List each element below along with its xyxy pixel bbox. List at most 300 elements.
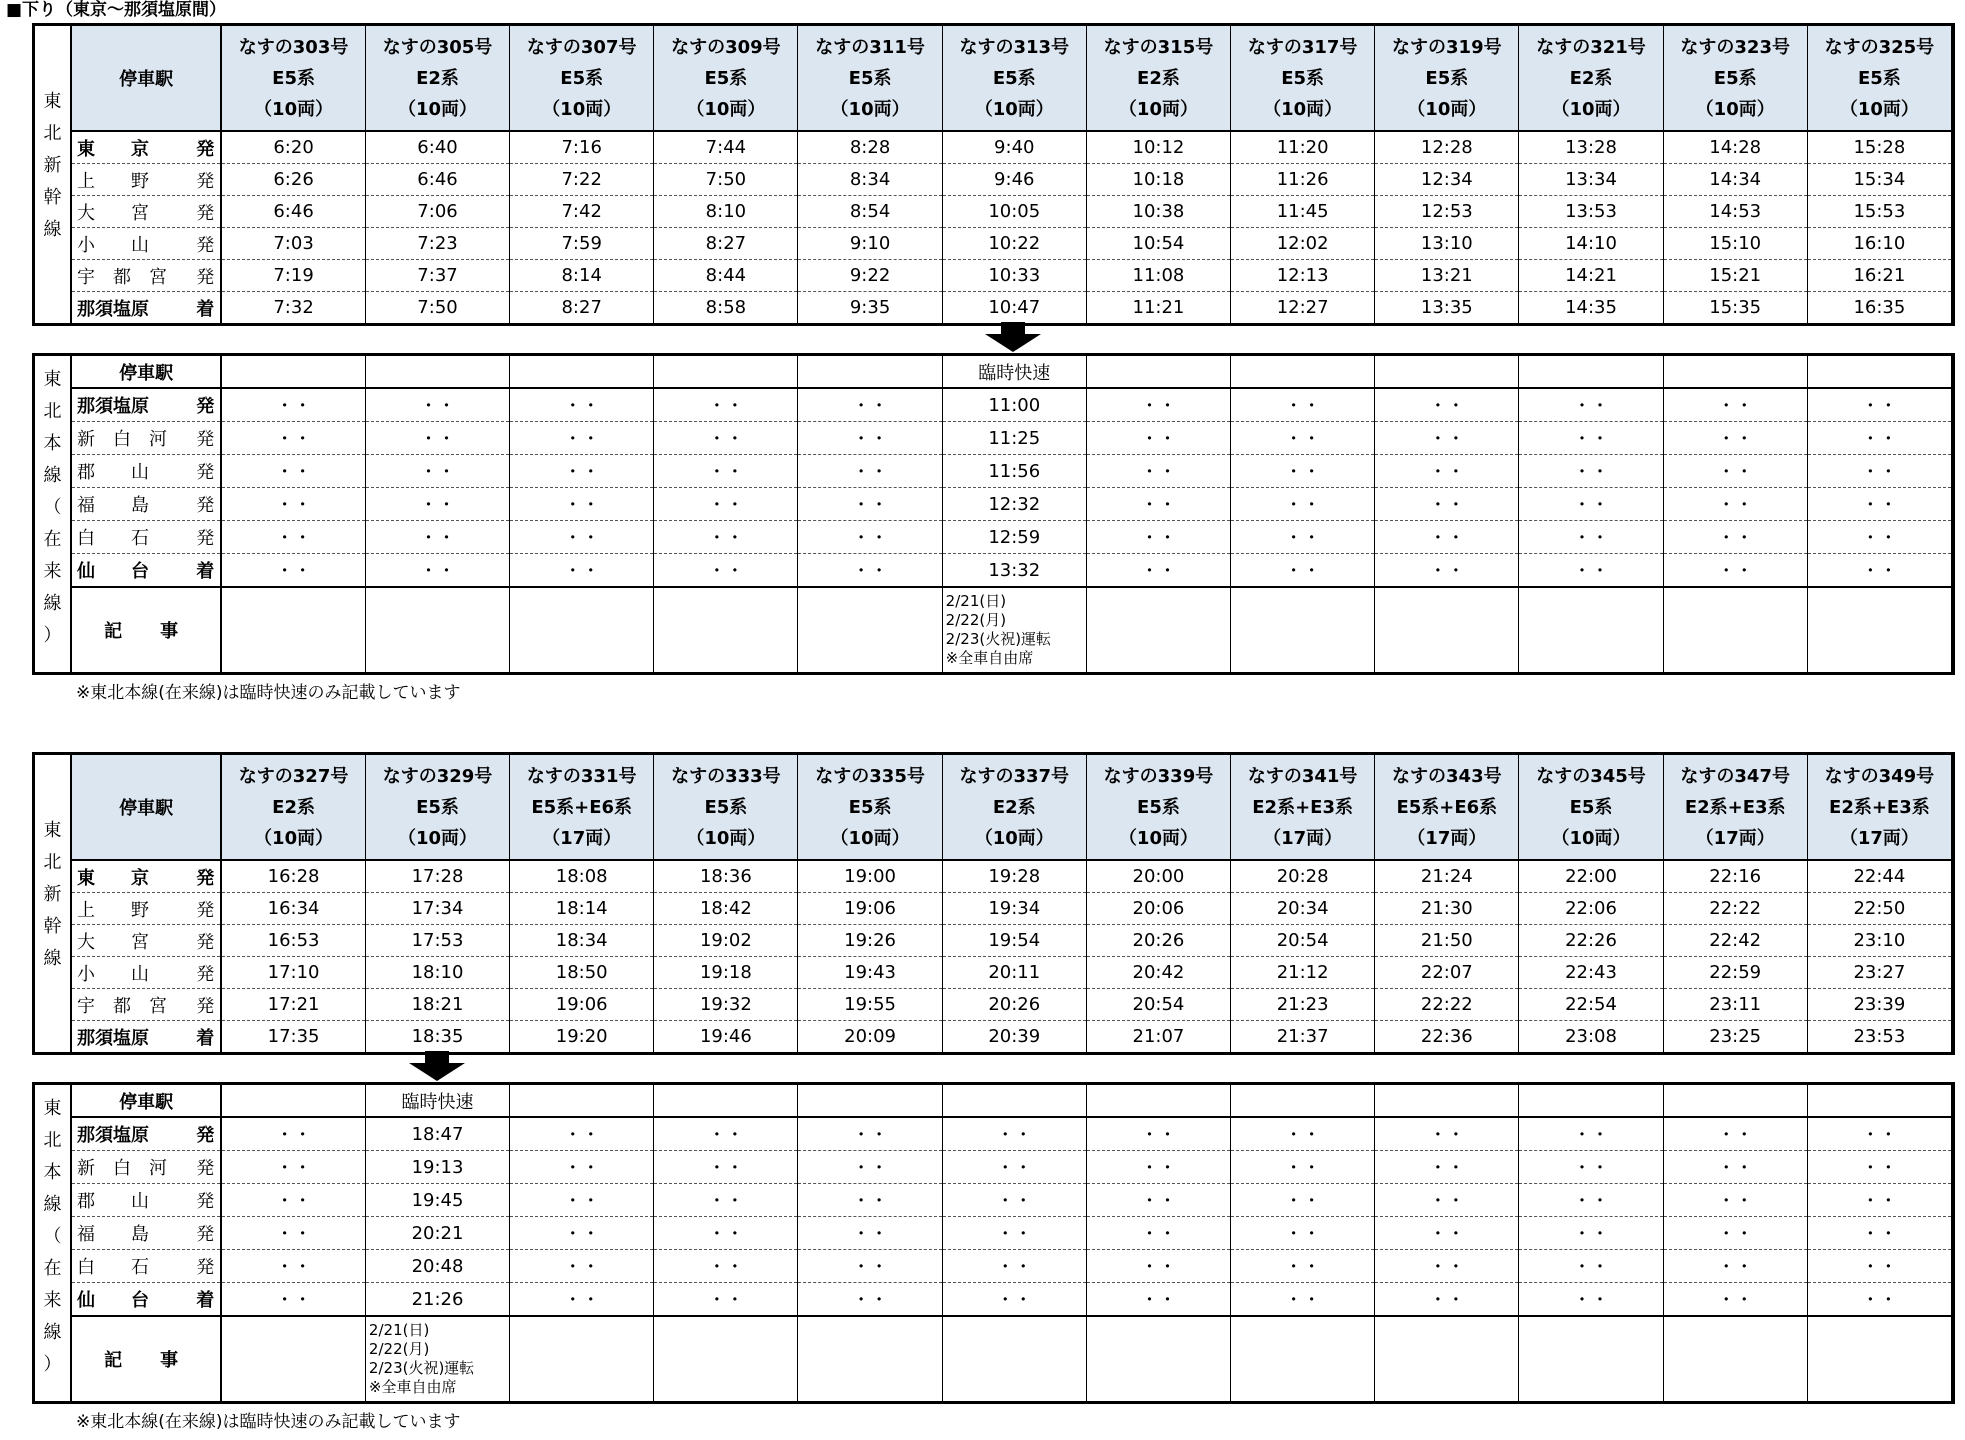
no-service-cell: ・・ <box>1375 455 1519 488</box>
time-cell: 14:35 <box>1519 292 1663 324</box>
no-service-cell: ・・ <box>1519 1217 1663 1250</box>
train-cars: （10両） <box>1407 98 1487 120</box>
train-name: なすの305号 <box>382 36 493 58</box>
time-cell: 21:37 <box>1231 1021 1375 1053</box>
station-name: 宇 都 宮 <box>77 995 168 1017</box>
station-cell <box>71 1250 221 1283</box>
train-cars: （10両） <box>1551 98 1631 120</box>
time-cell: 15:28 <box>1807 131 1951 164</box>
no-service-cell: ・・ <box>1519 1117 1663 1151</box>
time-cell: 10:38 <box>1086 196 1230 228</box>
kiji-row <box>35 587 1952 672</box>
empty-header-cell <box>1663 1085 1807 1117</box>
no-service-cell: ・・ <box>1086 1117 1230 1151</box>
train-type: E5系 <box>560 67 604 89</box>
train-type: E5系 <box>1569 796 1613 818</box>
time-cell: 17:35 <box>221 1021 365 1053</box>
time-cell: 20:09 <box>798 1021 942 1053</box>
no-service-cell: ・・ <box>1807 388 1951 422</box>
time-cell: 7:32 <box>221 292 365 324</box>
no-service-cell: ・・ <box>1807 488 1951 521</box>
no-service-cell: ・・ <box>942 1184 1086 1217</box>
station-cell <box>71 488 221 521</box>
time-cell: 20:26 <box>1086 925 1230 957</box>
train-header <box>510 26 654 131</box>
train-type: E2系+E3系 <box>1829 796 1930 818</box>
time-cell: 12:34 <box>1375 164 1519 196</box>
no-service-cell: ・・ <box>654 455 798 488</box>
no-service-cell: ・・ <box>365 422 509 455</box>
rinji-label: 臨時快速 <box>365 1085 509 1117</box>
no-service-cell: ・・ <box>798 455 942 488</box>
no-service-cell: ・・ <box>221 1250 365 1283</box>
station-direction: 発 <box>196 899 215 921</box>
time-cell: 19:46 <box>654 1021 798 1053</box>
time-cell: 9:40 <box>942 131 1086 164</box>
station-direction: 発 <box>196 867 215 889</box>
no-service-cell: ・・ <box>1086 388 1230 422</box>
time-cell: 10:47 <box>942 292 1086 324</box>
no-service-cell: ・・ <box>1086 488 1230 521</box>
time-cell: 8:14 <box>510 260 654 292</box>
no-service-cell: ・・ <box>1231 1250 1375 1283</box>
train-header <box>221 755 365 860</box>
no-service-cell: ・・ <box>1231 521 1375 554</box>
train-header <box>942 755 1086 860</box>
empty-kiji-cell <box>221 587 365 672</box>
table-row <box>35 292 1952 324</box>
table-row <box>35 455 1952 488</box>
train-header <box>1519 26 1663 131</box>
no-service-cell: ・・ <box>798 1283 942 1317</box>
train-type: E5系 <box>704 67 748 89</box>
station-name: 白 石 <box>77 1257 150 1278</box>
no-service-cell: ・・ <box>1807 1151 1951 1184</box>
train-type: E2系+E3系 <box>1252 796 1353 818</box>
train-cars: （10両） <box>830 827 910 849</box>
station-name: 上 野 <box>77 899 150 921</box>
time-cell: 20:42 <box>1086 957 1230 989</box>
station-cell <box>71 1217 221 1250</box>
time-cell: 22:26 <box>1519 925 1663 957</box>
time-cell: 7:03 <box>221 228 365 260</box>
train-header <box>1663 755 1807 860</box>
time-cell: 19:26 <box>798 925 942 957</box>
no-service-cell: ・・ <box>798 422 942 455</box>
time-cell: 12:28 <box>1375 131 1519 164</box>
station-direction: 着 <box>196 1290 215 1311</box>
train-name: なすの335号 <box>815 765 925 787</box>
station-cell <box>71 1117 221 1151</box>
train-header <box>1086 755 1230 860</box>
no-service-cell: ・・ <box>654 521 798 554</box>
no-service-cell: ・・ <box>1807 455 1951 488</box>
time-cell: 16:10 <box>1807 228 1951 260</box>
time-cell: 11:25 <box>942 422 1086 455</box>
time-cell: 22:00 <box>1519 860 1663 893</box>
no-service-cell: ・・ <box>1375 388 1519 422</box>
time-cell: 12:53 <box>1375 196 1519 228</box>
train-name: なすの329号 <box>382 765 493 787</box>
empty-kiji-cell <box>365 587 509 672</box>
no-service-cell: ・・ <box>1663 554 1807 588</box>
no-service-cell: ・・ <box>1086 1184 1230 1217</box>
time-cell: 22:44 <box>1807 860 1951 893</box>
time-cell: 10:22 <box>942 228 1086 260</box>
station-name: 新 白 河 <box>77 429 168 450</box>
train-name: なすの337号 <box>959 765 1070 787</box>
empty-kiji-cell <box>1375 1316 1519 1401</box>
station-cell <box>71 989 221 1021</box>
no-service-cell: ・・ <box>365 455 509 488</box>
no-service-cell: ・・ <box>1375 1283 1519 1317</box>
train-name: なすの309号 <box>671 36 781 58</box>
train-type: E2系 <box>416 67 459 89</box>
no-service-cell: ・・ <box>365 388 509 422</box>
no-service-cell: ・・ <box>365 554 509 588</box>
time-cell: 19:00 <box>798 860 942 893</box>
time-cell: 7:37 <box>365 260 509 292</box>
no-service-cell: ・・ <box>510 1250 654 1283</box>
time-cell: 13:34 <box>1519 164 1663 196</box>
train-name: なすの321号 <box>1536 36 1646 58</box>
no-service-cell: ・・ <box>1519 388 1663 422</box>
table-row <box>35 1184 1952 1217</box>
no-service-cell: ・・ <box>1086 554 1230 588</box>
time-cell: 20:34 <box>1231 893 1375 925</box>
no-service-cell: ・・ <box>221 422 365 455</box>
station-name: 上 野 <box>77 170 150 192</box>
train-cars: （17両） <box>1407 827 1487 849</box>
no-service-cell: ・・ <box>510 1117 654 1151</box>
time-cell: 18:36 <box>654 860 798 893</box>
no-service-cell: ・・ <box>1807 1184 1951 1217</box>
station-name: 福 島 <box>77 1224 150 1245</box>
no-service-cell: ・・ <box>1231 1151 1375 1184</box>
train-cars: （10両） <box>542 98 622 120</box>
table-row <box>35 488 1952 521</box>
time-cell: 6:46 <box>221 196 365 228</box>
down-arrow-icon <box>985 322 1041 352</box>
no-service-cell: ・・ <box>1519 521 1663 554</box>
train-cars: （10両） <box>254 98 334 120</box>
no-service-cell: ・・ <box>221 521 365 554</box>
train-name: なすの325号 <box>1824 36 1935 58</box>
station-direction: 発 <box>196 234 215 256</box>
time-cell: 11:20 <box>1231 131 1375 164</box>
time-cell: 21:30 <box>1375 893 1519 925</box>
no-service-cell: ・・ <box>1519 1250 1663 1283</box>
train-name: なすの333号 <box>671 765 781 787</box>
station-cell <box>71 860 221 893</box>
no-service-cell: ・・ <box>1519 1151 1663 1184</box>
time-cell: 19:13 <box>365 1151 509 1184</box>
table-row <box>35 422 1952 455</box>
time-cell: 9:22 <box>798 260 942 292</box>
empty-header-cell <box>942 1085 1086 1117</box>
train-name: なすの341号 <box>1247 765 1358 787</box>
station-name: 小 山 <box>77 234 150 256</box>
train-type: E2系+E3系 <box>1684 796 1786 818</box>
down-arrow-icon <box>409 1051 465 1081</box>
no-service-cell: ・・ <box>798 554 942 588</box>
time-cell: 12:02 <box>1231 228 1375 260</box>
train-cars: （17両） <box>1839 827 1919 849</box>
station-name: 那須塩原 <box>77 1125 150 1146</box>
empty-header-cell <box>1086 1085 1230 1117</box>
no-service-cell: ・・ <box>654 1217 798 1250</box>
station-direction: 発 <box>196 528 215 549</box>
time-cell: 12:13 <box>1231 260 1375 292</box>
table-row <box>35 521 1952 554</box>
train-header <box>1375 26 1519 131</box>
train-cars: （17両） <box>542 827 622 849</box>
station-cell <box>71 554 221 588</box>
time-cell: 6:40 <box>365 131 509 164</box>
time-cell: 8:58 <box>654 292 798 324</box>
train-name: なすの313号 <box>959 36 1070 58</box>
time-cell: 14:53 <box>1663 196 1807 228</box>
station-cell <box>71 422 221 455</box>
time-cell: 21:26 <box>365 1283 509 1317</box>
table-row <box>35 1250 1952 1283</box>
time-cell: 20:28 <box>1231 860 1375 893</box>
time-cell: 20:11 <box>942 957 1086 989</box>
no-service-cell: ・・ <box>942 1250 1086 1283</box>
no-service-cell: ・・ <box>1663 1184 1807 1217</box>
time-cell: 17:34 <box>365 893 509 925</box>
time-cell: 7:50 <box>654 164 798 196</box>
no-service-cell: ・・ <box>1807 422 1951 455</box>
time-cell: 22:59 <box>1663 957 1807 989</box>
station-cell <box>71 455 221 488</box>
time-cell: 15:34 <box>1807 164 1951 196</box>
train-cars: （10両） <box>974 98 1054 120</box>
no-service-cell: ・・ <box>1807 1117 1951 1151</box>
train-name: なすの317号 <box>1247 36 1358 58</box>
no-service-cell: ・・ <box>510 1217 654 1250</box>
time-cell: 22:50 <box>1807 893 1951 925</box>
time-cell: 20:54 <box>1231 925 1375 957</box>
time-cell: 17:21 <box>221 989 365 1021</box>
table-row <box>35 860 1952 893</box>
kiji-label: 記 事 <box>71 1316 221 1401</box>
no-service-cell: ・・ <box>1519 422 1663 455</box>
train-type: E5系+E6系 <box>531 796 633 818</box>
train-name: なすの347号 <box>1680 765 1790 787</box>
time-cell: 23:08 <box>1519 1021 1663 1053</box>
shinkansen-table <box>35 26 1952 323</box>
stop-header: 停車駅 <box>71 755 221 860</box>
stop-header: 停車駅 <box>71 26 221 131</box>
station-direction: 着 <box>196 1027 215 1049</box>
time-cell: 7:44 <box>654 131 798 164</box>
time-cell: 7:19 <box>221 260 365 292</box>
time-cell: 20:00 <box>1086 860 1230 893</box>
table-row <box>35 388 1952 422</box>
station-name: 東 京 <box>77 138 150 160</box>
station-cell <box>71 1021 221 1053</box>
empty-kiji-cell <box>1231 1316 1375 1401</box>
time-cell: 19:20 <box>510 1021 654 1053</box>
table-row <box>35 1117 1952 1151</box>
train-cars: （10両） <box>686 98 766 120</box>
train-type: E2系 <box>1137 67 1180 89</box>
station-direction: 発 <box>196 995 215 1017</box>
no-service-cell: ・・ <box>221 388 365 422</box>
empty-kiji-cell <box>1086 1316 1230 1401</box>
no-service-cell: ・・ <box>654 1151 798 1184</box>
train-type: E2系 <box>992 796 1036 818</box>
no-service-cell: ・・ <box>1663 1283 1807 1317</box>
empty-kiji-cell <box>1086 587 1230 672</box>
station-name: 那須塩原 <box>77 298 150 320</box>
time-cell: 18:47 <box>365 1117 509 1151</box>
time-cell: 20:21 <box>365 1217 509 1250</box>
station-direction: 発 <box>196 931 215 953</box>
train-header <box>1807 26 1951 131</box>
station-cell <box>71 228 221 260</box>
time-cell: 19:06 <box>798 893 942 925</box>
no-service-cell: ・・ <box>1663 422 1807 455</box>
train-header <box>1375 755 1519 860</box>
no-service-cell: ・・ <box>1086 1151 1230 1184</box>
no-service-cell: ・・ <box>221 1217 365 1250</box>
train-name: なすの331号 <box>526 765 637 787</box>
station-name: 大 宮 <box>77 931 150 953</box>
station-cell <box>71 260 221 292</box>
time-cell: 8:27 <box>510 292 654 324</box>
time-cell: 20:54 <box>1086 989 1230 1021</box>
station-name: 宇 都 宮 <box>77 266 168 288</box>
station-direction: 着 <box>196 298 215 320</box>
station-name: 那須塩原 <box>77 1027 150 1049</box>
no-service-cell: ・・ <box>1375 1250 1519 1283</box>
time-cell: 19:43 <box>798 957 942 989</box>
time-cell: 20:48 <box>365 1250 509 1283</box>
empty-header-cell <box>221 356 365 388</box>
no-service-cell: ・・ <box>1086 455 1230 488</box>
time-cell: 17:53 <box>365 925 509 957</box>
empty-kiji-cell <box>510 1316 654 1401</box>
station-direction: 発 <box>196 396 215 417</box>
time-cell: 19:55 <box>798 989 942 1021</box>
train-name: なすの339号 <box>1103 765 1214 787</box>
no-service-cell: ・・ <box>510 488 654 521</box>
station-cell <box>71 521 221 554</box>
time-cell: 12:59 <box>942 521 1086 554</box>
no-service-cell: ・・ <box>510 521 654 554</box>
time-cell: 16:28 <box>221 860 365 893</box>
no-service-cell: ・・ <box>1231 388 1375 422</box>
no-service-cell: ・・ <box>510 1283 654 1317</box>
time-cell: 15:10 <box>1663 228 1807 260</box>
train-cars: （10両） <box>1551 827 1631 849</box>
time-cell: 13:21 <box>1375 260 1519 292</box>
train-header <box>1807 755 1951 860</box>
no-service-cell: ・・ <box>1231 422 1375 455</box>
time-cell: 10:12 <box>1086 131 1230 164</box>
table-row <box>35 164 1952 196</box>
time-cell: 18:42 <box>654 893 798 925</box>
time-cell: 15:35 <box>1663 292 1807 324</box>
no-service-cell: ・・ <box>510 1184 654 1217</box>
empty-kiji-cell <box>1375 587 1519 672</box>
time-cell: 18:50 <box>510 957 654 989</box>
line-label-zairai: 東 北 本 線 （ 在 来 線 ） <box>35 356 71 672</box>
empty-header-cell <box>798 1085 942 1117</box>
no-service-cell: ・・ <box>1231 1283 1375 1317</box>
time-cell: 15:53 <box>1807 196 1951 228</box>
train-name: なすの307号 <box>526 36 637 58</box>
train-name: なすの311号 <box>815 36 925 58</box>
train-type: E5系+E6系 <box>1396 796 1498 818</box>
time-cell: 20:26 <box>942 989 1086 1021</box>
train-header <box>654 26 798 131</box>
time-cell: 18:34 <box>510 925 654 957</box>
table-row <box>35 925 1952 957</box>
station-direction: 発 <box>196 1224 215 1245</box>
time-cell: 16:53 <box>221 925 365 957</box>
no-service-cell: ・・ <box>365 488 509 521</box>
empty-header-cell <box>1663 356 1807 388</box>
train-cars: （10両） <box>397 827 478 849</box>
no-service-cell: ・・ <box>1663 388 1807 422</box>
station-direction: 発 <box>196 170 215 192</box>
station-direction: 発 <box>196 202 215 224</box>
train-name: なすの303号 <box>238 36 349 58</box>
time-cell: 7:59 <box>510 228 654 260</box>
train-type: E5系 <box>1281 67 1325 89</box>
train-header <box>510 755 654 860</box>
page-title: ■下り（東京～那須塩原間） <box>6 0 227 20</box>
station-direction: 着 <box>196 561 215 582</box>
time-cell: 11:45 <box>1231 196 1375 228</box>
time-cell: 17:28 <box>365 860 509 893</box>
no-service-cell: ・・ <box>654 488 798 521</box>
time-cell: 16:34 <box>221 893 365 925</box>
no-service-cell: ・・ <box>1807 1283 1951 1317</box>
time-cell: 8:10 <box>654 196 798 228</box>
time-cell: 14:21 <box>1519 260 1663 292</box>
empty-kiji-cell <box>1519 587 1663 672</box>
train-name: なすの349号 <box>1824 765 1935 787</box>
no-service-cell: ・・ <box>1519 488 1663 521</box>
station-direction: 発 <box>196 963 215 985</box>
time-cell: 22:07 <box>1375 957 1519 989</box>
train-type: E2系 <box>272 796 315 818</box>
no-service-cell: ・・ <box>510 1151 654 1184</box>
train-header <box>365 755 509 860</box>
no-service-cell: ・・ <box>510 388 654 422</box>
time-cell: 7:16 <box>510 131 654 164</box>
no-service-cell: ・・ <box>1519 455 1663 488</box>
no-service-cell: ・・ <box>654 388 798 422</box>
no-service-cell: ・・ <box>1231 1184 1375 1217</box>
no-service-cell: ・・ <box>1807 521 1951 554</box>
empty-header-cell <box>510 356 654 388</box>
time-cell: 23:39 <box>1807 989 1951 1021</box>
empty-kiji-cell <box>654 1316 798 1401</box>
time-cell: 11:00 <box>942 388 1086 422</box>
station-cell <box>71 131 221 164</box>
time-cell: 6:46 <box>365 164 509 196</box>
no-service-cell: ・・ <box>1086 521 1230 554</box>
time-cell: 12:27 <box>1231 292 1375 324</box>
no-service-cell: ・・ <box>221 554 365 588</box>
train-cars: （10両） <box>830 98 910 120</box>
time-cell: 19:18 <box>654 957 798 989</box>
